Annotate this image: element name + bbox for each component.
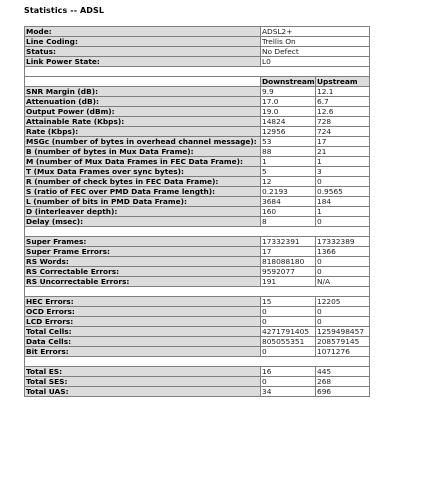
row-value: No Defect — [261, 47, 370, 57]
table-row — [25, 127, 370, 137]
row-label: Delay (msec): — [25, 217, 261, 227]
status-row-line-coding — [25, 37, 370, 47]
upstream-value: 445 — [316, 367, 370, 377]
downstream-value: 1 — [261, 157, 316, 167]
spacer-row — [25, 357, 370, 367]
table-row — [25, 257, 370, 267]
downstream-value: 191 — [261, 277, 316, 287]
upstream-value: 12.1 — [316, 87, 370, 97]
row-label: Total SES: — [25, 377, 261, 387]
downstream-value: 0.2193 — [261, 187, 316, 197]
row-label: D (interleaver depth): — [25, 207, 261, 217]
row-label: Mode: — [25, 27, 261, 37]
downstream-value: 88 — [261, 147, 316, 157]
spacer-row — [25, 227, 370, 237]
header-blank-cell — [25, 77, 261, 87]
page-title: Statistics -- ADSL — [24, 6, 105, 15]
row-value: L0 — [261, 57, 370, 67]
downstream-value: 12 — [261, 177, 316, 187]
downstream-value: 0 — [261, 307, 316, 317]
row-label: Data Cells: — [25, 337, 261, 347]
row-label: MSGc (number of bytes in overhead channel message): — [25, 137, 261, 147]
downstream-value: 805055351 — [261, 337, 316, 347]
downstream-value: 0 — [261, 377, 316, 387]
upstream-value: 17332389 — [316, 237, 370, 247]
row-label: Attenuation (dB): — [25, 97, 261, 107]
row-label: HEC Errors: — [25, 297, 261, 307]
downstream-value: 34 — [261, 387, 316, 397]
row-label: Super Frames: — [25, 237, 261, 247]
downstream-value: 0 — [261, 347, 316, 357]
spacer-row — [25, 67, 370, 77]
upstream-value: 184 — [316, 197, 370, 207]
upstream-value: 696 — [316, 387, 370, 397]
row-label: Output Power (dBm): — [25, 107, 261, 117]
upstream-value: 6.7 — [316, 97, 370, 107]
table-row — [25, 267, 370, 277]
upstream-value: 208579145 — [316, 337, 370, 347]
row-label: Total Cells: — [25, 327, 261, 337]
row-label: R (number of check bytes in FEC Data Frame): — [25, 177, 261, 187]
row-label: Line Coding: — [25, 37, 261, 47]
upstream-value: 21 — [316, 147, 370, 157]
downstream-value: 15 — [261, 297, 316, 307]
row-label: L (number of bits in PMD Data Frame): — [25, 197, 261, 207]
upstream-value: 12.6 — [316, 107, 370, 117]
downstream-value: 12956 — [261, 127, 316, 137]
row-value: Trellis On — [261, 37, 370, 47]
downstream-value: 19.0 — [261, 107, 316, 117]
downstream-value: 17.0 — [261, 97, 316, 107]
upstream-value: 1366 — [316, 247, 370, 257]
table-row — [25, 197, 370, 207]
table-row — [25, 147, 370, 157]
downstream-value: 17 — [261, 247, 316, 257]
upstream-value: 12205 — [316, 297, 370, 307]
downstream-value: 16 — [261, 367, 316, 377]
downstream-value: 5 — [261, 167, 316, 177]
downstream-value: 8 — [261, 217, 316, 227]
table-row — [25, 347, 370, 357]
row-label: Bit Errors: — [25, 347, 261, 357]
adsl-statistics-table — [24, 26, 370, 397]
table-row — [25, 297, 370, 307]
table-row — [25, 137, 370, 147]
row-label: Status: — [25, 47, 261, 57]
downstream-value: 3684 — [261, 197, 316, 207]
table-row — [25, 117, 370, 127]
downstream-value: 0 — [261, 317, 316, 327]
table-row — [25, 317, 370, 327]
table-row — [25, 377, 370, 387]
downstream-value: 14824 — [261, 117, 316, 127]
row-label: M (number of Mux Data Frames in FEC Data Frame): — [25, 157, 261, 167]
table-row — [25, 187, 370, 197]
upstream-value: 0.9565 — [316, 187, 370, 197]
downstream-value: 9592077 — [261, 267, 316, 277]
table-row — [25, 157, 370, 167]
upstream-value: 268 — [316, 377, 370, 387]
upstream-value: 0 — [316, 317, 370, 327]
row-label: Attainable Rate (Kbps): — [25, 117, 261, 127]
upstream-value: 1 — [316, 207, 370, 217]
upstream-value: 0 — [316, 257, 370, 267]
row-label: Super Frame Errors: — [25, 247, 261, 257]
upstream-value: 0 — [316, 307, 370, 317]
table-row — [25, 367, 370, 377]
upstream-value: 0 — [316, 267, 370, 277]
upstream-value: N/A — [316, 277, 370, 287]
stats-body — [25, 27, 370, 397]
row-label: Total UAS: — [25, 387, 261, 397]
row-label: LCD Errors: — [25, 317, 261, 327]
status-row-link-power-state — [25, 57, 370, 67]
downstream-value: 53 — [261, 137, 316, 147]
row-label: RS Correctable Errors: — [25, 267, 261, 277]
upstream-value: 0 — [316, 217, 370, 227]
table-row — [25, 107, 370, 117]
row-label: Link Power State: — [25, 57, 261, 67]
table-row — [25, 247, 370, 257]
row-label: SNR Margin (dB): — [25, 87, 261, 97]
upstream-value: 724 — [316, 127, 370, 137]
table-row — [25, 387, 370, 397]
status-row-status — [25, 47, 370, 57]
column-header-downstream: Downstream — [262, 77, 315, 86]
table-row — [25, 97, 370, 107]
table-row — [25, 87, 370, 97]
row-label: Total ES: — [25, 367, 261, 377]
table-row — [25, 207, 370, 217]
upstream-value: 728 — [316, 117, 370, 127]
status-row-mode — [25, 27, 370, 37]
table-row — [25, 337, 370, 347]
table-row — [25, 307, 370, 317]
table-row — [25, 237, 370, 247]
table-row — [25, 327, 370, 337]
table-row — [25, 217, 370, 227]
upstream-value: 1259498457 — [316, 327, 370, 337]
upstream-value: 3 — [316, 167, 370, 177]
spacer-row — [25, 287, 370, 297]
table-row — [25, 177, 370, 187]
downstream-value: 17332391 — [261, 237, 316, 247]
upstream-value: 0 — [316, 177, 370, 187]
row-label: S (ratio of FEC over PMD Data Frame length): — [25, 187, 261, 197]
table-row — [25, 167, 370, 177]
row-label: T (Mux Data Frames over sync bytes): — [25, 167, 261, 177]
column-header-upstream: Upstream — [316, 77, 370, 87]
table-row — [25, 277, 370, 287]
row-label: B (number of bytes in Mux Data Frame): — [25, 147, 261, 157]
row-value: ADSL2+ — [261, 27, 370, 37]
downstream-value: 9.9 — [261, 87, 316, 97]
downstream-value: 160 — [261, 207, 316, 217]
row-label: RS Uncorrectable Errors: — [25, 277, 261, 287]
row-label: RS Words: — [25, 257, 261, 267]
upstream-value: 1 — [316, 157, 370, 167]
column-header-row — [25, 77, 370, 87]
upstream-value: 1071276 — [316, 347, 370, 357]
row-label: Rate (Kbps): — [25, 127, 261, 137]
downstream-value: 818088180 — [261, 257, 316, 267]
upstream-value: 17 — [316, 137, 370, 147]
downstream-value: 4271791405 — [261, 327, 316, 337]
row-label: OCD Errors: — [25, 307, 261, 317]
